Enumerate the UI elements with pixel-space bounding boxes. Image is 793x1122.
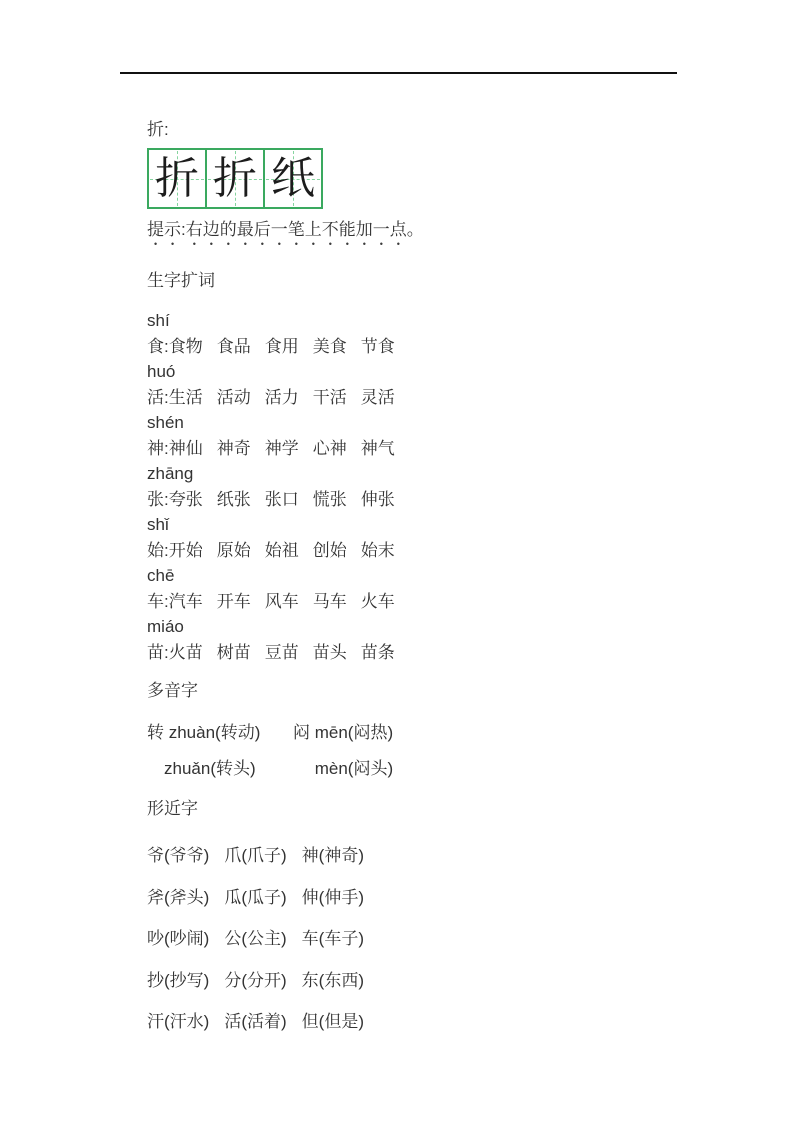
similar-item: 东(东西) [301, 970, 364, 990]
word-item: 神奇 [216, 438, 251, 458]
pinyin-line: shí [147, 311, 170, 330]
word-item: 火车 [360, 591, 395, 611]
grid-character: 纸 [271, 152, 315, 204]
words-line [147, 538, 727, 564]
similar-item: 爪(爪子) [224, 846, 287, 865]
polyphone-col1: 转 zhuàn(转动) [147, 723, 261, 742]
similar-item: 抄(抄写) [147, 970, 210, 990]
word-item: 始祖 [264, 540, 299, 560]
polyphone-col1: zhuǎn(转头) [147, 758, 256, 778]
pinyin-line: zhāng [147, 464, 194, 483]
similar-item: 但(但是) [301, 1012, 364, 1031]
word-item: 活力 [264, 387, 299, 407]
pinyin-line: miáo [147, 617, 184, 636]
expansion-list [147, 308, 727, 665]
similar-item: 伸(伸手) [301, 887, 364, 907]
word-item: 始:开始 [147, 540, 203, 560]
similar-row [147, 968, 727, 994]
similar-row [147, 885, 727, 911]
tianzige-grid [147, 148, 323, 209]
similar-row [147, 843, 727, 869]
polyphone-col2: 闷 mēn(闷热) [293, 723, 394, 742]
words-line [147, 589, 727, 615]
word-item: 树苗 [216, 642, 251, 662]
word-item: 车:汽车 [147, 591, 203, 611]
word-item: 豆苗 [264, 642, 299, 662]
grid-character: 折 [213, 152, 257, 204]
similar-item: 分(分开) [224, 970, 287, 990]
word-item: 开车 [216, 591, 251, 611]
word-item: 干活 [312, 387, 347, 407]
word-item: 苗头 [312, 642, 347, 662]
section-title-similar: 形近字 [147, 799, 198, 818]
words-line [147, 334, 727, 360]
similar-item: 瓜(瓜子) [224, 887, 287, 907]
word-item: 心神 [312, 438, 347, 458]
polyphone-list [147, 720, 727, 781]
polyphone-row [147, 720, 727, 746]
polyphone-row [147, 756, 727, 782]
pinyin-line: shǐ [147, 515, 169, 534]
similar-item: 斧(斧头) [147, 887, 210, 907]
word-item: 苗条 [360, 642, 395, 662]
word-item: 创始 [312, 540, 347, 560]
similar-item: 活(活着) [224, 1012, 287, 1031]
word-item: 马车 [312, 591, 347, 611]
similar-item: 神(神奇) [301, 846, 364, 865]
tianzige-cell [205, 150, 263, 207]
section-title-polyphone: 多音字 [147, 681, 198, 700]
polyphone-col2: mèn(闷头) [293, 758, 394, 778]
word-item: 神气 [360, 438, 395, 458]
word-item: 张口 [264, 489, 299, 509]
words-line [147, 436, 727, 462]
word-item: 神:神仙 [147, 438, 203, 458]
word-item: 灵活 [360, 387, 395, 407]
similar-item: 车(车子) [301, 929, 364, 948]
word-item: 美食 [312, 336, 347, 356]
similar-list [147, 843, 727, 1035]
words-line [147, 487, 727, 513]
word-item: 始末 [360, 540, 395, 560]
word-item: 节食 [360, 336, 395, 356]
similar-item: 公(公主) [224, 929, 287, 948]
word-item: 慌张 [312, 489, 347, 509]
word-item: 原始 [216, 540, 251, 560]
similar-row [147, 1009, 727, 1035]
section-title-expansion: 生字扩词 [147, 271, 215, 290]
word-item: 活:生活 [147, 387, 203, 407]
word-item: 食品 [216, 336, 251, 356]
top-divider [120, 72, 677, 74]
pinyin-line: huó [147, 362, 176, 381]
worksheet-content [147, 120, 727, 1051]
word-item: 活动 [216, 387, 251, 407]
tianzige-cell [149, 150, 205, 207]
tianzige-cell [263, 150, 321, 207]
words-line [147, 640, 727, 666]
word-item: 神学 [264, 438, 299, 458]
pinyin-line: shén [147, 413, 184, 432]
word-item: 食:食物 [147, 336, 203, 356]
similar-item: 爷(爷爷) [147, 846, 210, 865]
word-item: 苗:火苗 [147, 642, 203, 662]
word-item: 纸张 [216, 489, 251, 509]
similar-item: 汗(汗水) [147, 1012, 210, 1031]
word-item: 张:夸张 [147, 489, 203, 509]
similar-row [147, 926, 727, 952]
hint-text: 提示:右边的最后一笔上不能加一点。 [147, 220, 424, 239]
pinyin-line: chē [147, 566, 175, 585]
word-item: 伸张 [360, 489, 395, 509]
word-item: 食用 [264, 336, 299, 356]
new-char-label: 折: [147, 120, 169, 139]
words-line [147, 385, 727, 411]
similar-item: 吵(吵闹) [147, 929, 210, 948]
word-item: 风车 [264, 591, 299, 611]
grid-character: 折 [155, 152, 199, 204]
